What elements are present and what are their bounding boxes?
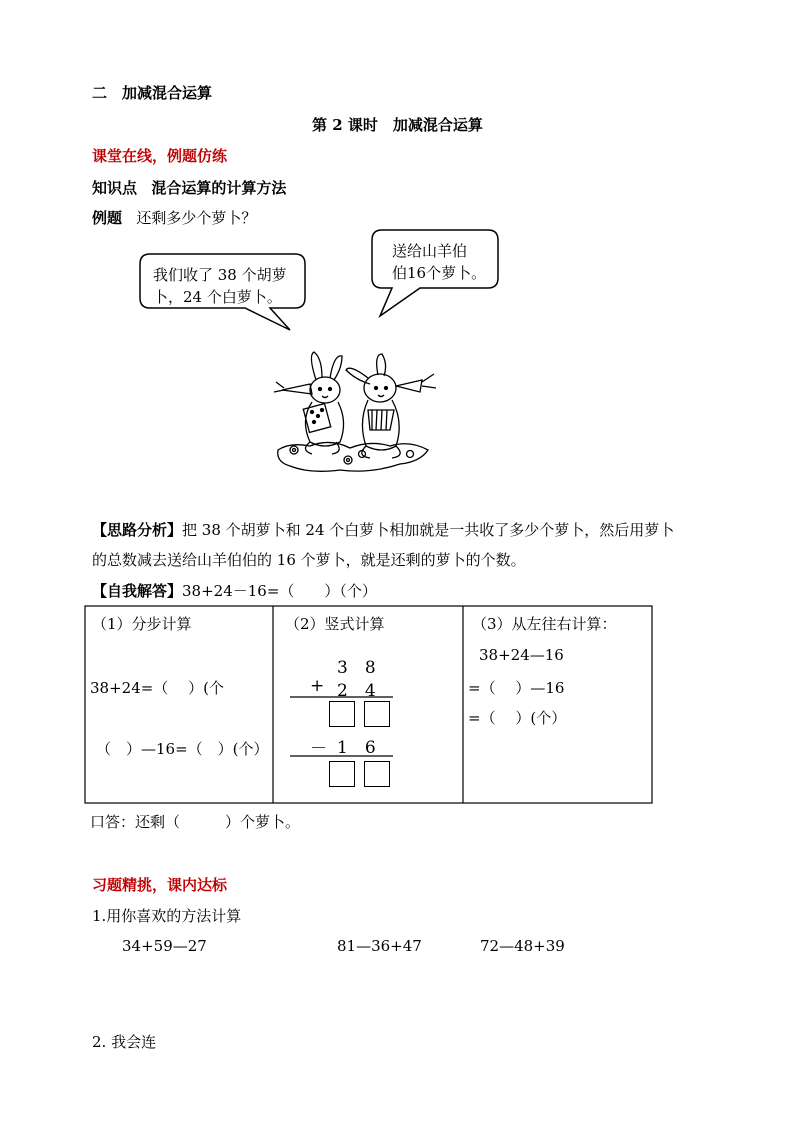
right-bubble-line2: 伯16个萝卜。 bbox=[392, 264, 487, 282]
analysis-line2: 的总数减去送给山羊伯伯的 16 个萝卜，就是还剩的萝卜的个数。 bbox=[92, 551, 526, 569]
col2-header: （2）竖式计算 bbox=[285, 615, 385, 633]
section-title-1: 课堂在线，例题仿练 bbox=[92, 147, 228, 165]
right-bubble-line1: 送给山羊伯 bbox=[392, 242, 468, 260]
answer-box[interactable] bbox=[364, 761, 390, 787]
col3-line2: =（ ）—16 bbox=[468, 679, 565, 697]
unit-heading: 二 加减混合运算 bbox=[92, 84, 213, 102]
q1-item-2: 81—36+47 bbox=[337, 937, 422, 955]
col3-header: （3）从左往右计算： bbox=[472, 615, 617, 633]
self-answer-label: 【自我解答】 bbox=[92, 582, 183, 600]
col1-step2: （ ）—16=（ ）(个） bbox=[96, 740, 269, 758]
col2-plus-sign: + bbox=[310, 676, 325, 696]
left-bubble-line2: 卜，24 个白萝卜。 bbox=[153, 288, 282, 306]
col2-minus-sign: － bbox=[310, 739, 327, 759]
oral-answer: 口答：还剩（ ）个萝卜。 bbox=[90, 813, 301, 831]
col2-top-digits: 3 8 bbox=[337, 658, 376, 678]
answer-box[interactable] bbox=[329, 701, 355, 727]
col1-step1: 38+24=（ ）(个 bbox=[90, 679, 224, 697]
q1-item-1: 34+59—27 bbox=[122, 937, 207, 955]
self-answer-equation: 38+24－16=（ ）（个） bbox=[182, 582, 377, 600]
section-title-2: 习题精挑，课内达标 bbox=[92, 876, 228, 894]
col1-header: （1）分步计算 bbox=[92, 615, 192, 633]
q2-title: 2. 我会连 bbox=[92, 1033, 157, 1051]
example-label: 例题 bbox=[92, 209, 123, 227]
col3-line3: =（ ）(个） bbox=[468, 709, 567, 727]
left-bubble-line1: 我们收了 38 个胡萝 bbox=[153, 266, 287, 284]
example-question: 还剩多少个萝卜？ bbox=[136, 209, 257, 227]
analysis-text-1: 把 38 个胡萝卜和 24 个白萝卜相加就是一共收了多少个萝卜，然后用萝卜 bbox=[182, 521, 675, 539]
knowledge-text: 混合运算的计算方法 bbox=[151, 179, 287, 197]
col2-add-digits: 2 4 bbox=[337, 681, 376, 701]
answer-box[interactable] bbox=[329, 761, 355, 787]
knowledge-label: 知识点 bbox=[92, 179, 138, 197]
answer-box[interactable] bbox=[364, 701, 390, 727]
q1-title: 1.用你喜欢的方法计算 bbox=[92, 907, 242, 925]
col2-sub-digits: 1 6 bbox=[337, 738, 376, 758]
col3-line1: 38+24—16 bbox=[479, 646, 564, 664]
analysis-label: 【思路分析】 bbox=[92, 521, 183, 539]
lesson-title: 第 2 课时 加减混合运算 bbox=[312, 116, 483, 134]
q1-item-3: 72—48+39 bbox=[480, 937, 565, 955]
